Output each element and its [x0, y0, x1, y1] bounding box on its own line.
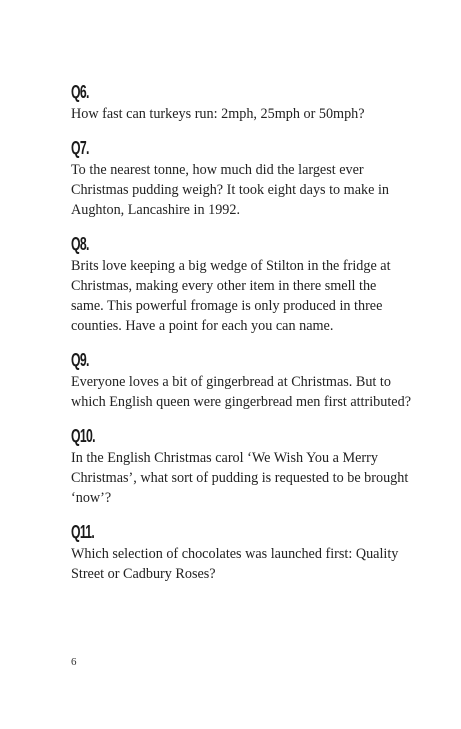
question-text: Everyone loves a bit of gingerbread at Christmas. But to which English queen were gingerbread men first attributed? [71, 374, 411, 410]
question-block [71, 426, 411, 508]
question-block [71, 82, 411, 124]
question-number: Q6. [71, 82, 89, 102]
question-text: In the English Christmas carol ‘We Wish You a Merry Christmas’, what sort of pudding is requested to be brought ‘now’? [71, 450, 409, 506]
question-text: To the nearest tonne, how much did the largest ever Christmas pudding weigh? It took eight days to make in Aughton, Lancashire in 1992. [71, 162, 389, 218]
question-number: Q9. [71, 350, 89, 370]
question-block [71, 350, 411, 412]
page-number: 6 [71, 656, 77, 668]
question-number: Q7. [71, 138, 89, 158]
question-text: How fast can turkeys run: 2mph, 25mph or 50mph? [71, 106, 365, 122]
question-text: Brits love keeping a big wedge of Stilton in the fridge at Christmas, making every other item in there smell the same. This powerful fromage is only produced in three counties. Have a point for each you can name. [71, 258, 391, 334]
question-number: Q8. [71, 234, 89, 254]
question-block [71, 234, 411, 336]
question-block [71, 138, 411, 220]
question-list [71, 82, 411, 598]
question-number: Q11. [71, 522, 95, 542]
question-block [71, 522, 411, 584]
question-text: Which selection of chocolates was launched first: Quality Street or Cadbury Roses? [71, 546, 399, 582]
question-number: Q10. [71, 426, 95, 446]
